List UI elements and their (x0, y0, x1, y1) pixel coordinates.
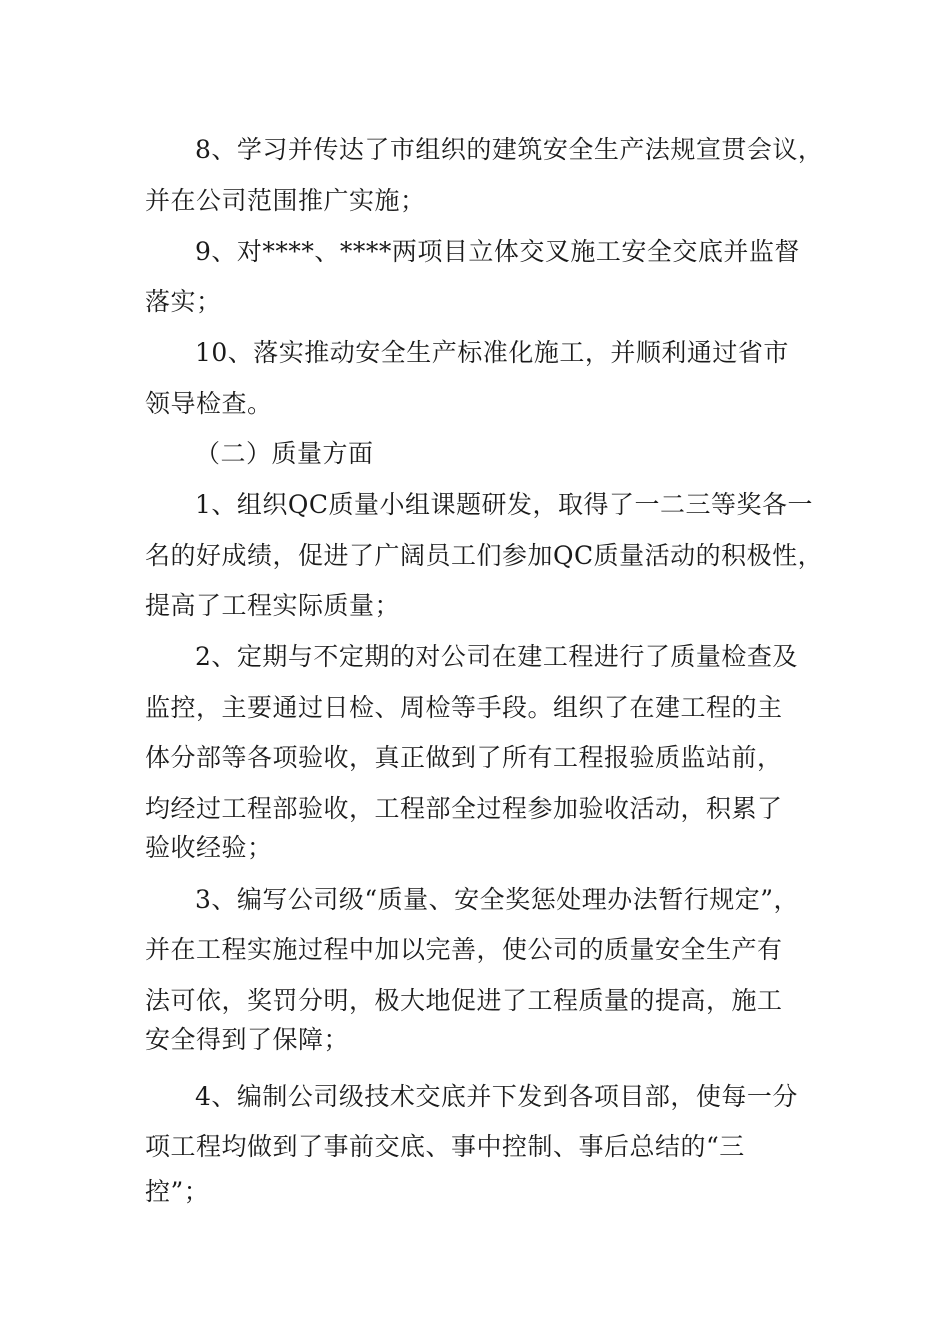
section-heading: （二）质量方面 (195, 439, 374, 468)
text-line: 提高了工程实际质量； (145, 591, 401, 620)
text-line: 9、对****、****两项目立体交叉施工安全交底并监督 (195, 237, 800, 266)
text-line: 安全得到了保障； (145, 1025, 350, 1054)
text-line: 项工程均做到了事前交底、事中控制、事后总结的“三 (145, 1132, 745, 1161)
text-line: 2、定期与不定期的对公司在建工程进行了质量检查及 (195, 642, 798, 671)
text-line: 4、编制公司级技术交底并下发到各项目部，使每一分 (195, 1082, 798, 1111)
text-line: 并在公司范围推广实施； (145, 186, 426, 215)
text-line: 法可依，奖罚分明，极大地促进了工程质量的提高，施工 (145, 986, 783, 1015)
text-line: 体分部等各项验收，真正做到了所有工程报验质监站前， (145, 743, 783, 772)
text-line: 验收经验； (145, 833, 273, 862)
text-line: 领导检查。 (145, 389, 273, 418)
text-line: 1、组织QC质量小组课题研发，取得了一二三等奖各一 (195, 490, 814, 519)
text-line: 监控，主要通过日检、周检等手段。组织了在建工程的主 (145, 693, 783, 722)
text-line: 并在工程实施过程中加以完善，使公司的质量安全生产有 (145, 935, 783, 964)
text-line: 10、落实推动安全生产标准化施工，并顺利通过省市 (195, 338, 789, 367)
text-line: 均经过工程部验收，工程部全过程参加验收活动，积累了 (145, 794, 783, 823)
text-line: 8、学习并传达了市组织的建筑安全生产法规宣贯会议， (195, 135, 824, 164)
text-line: 名的好成绩，促进了广阔员工们参加QC质量活动的积极性， (145, 541, 824, 570)
text-line: 控”； (145, 1177, 210, 1206)
text-line: 落实； (145, 287, 222, 316)
text-line: 3、编写公司级“质量、安全奖惩处理办法暂行规定”， (195, 885, 799, 914)
